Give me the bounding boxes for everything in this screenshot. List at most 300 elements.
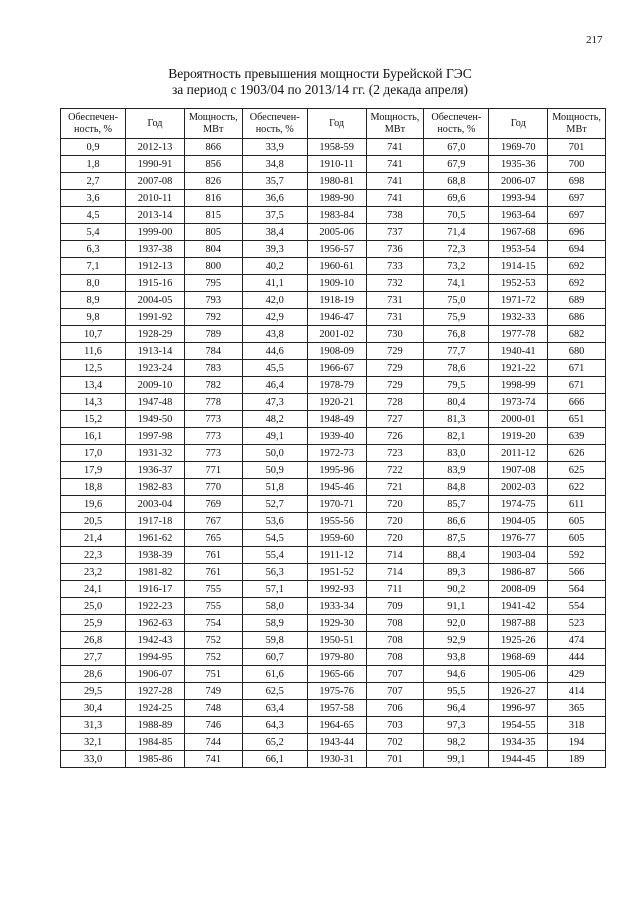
cell-year: 2007-08 [126,173,185,190]
cell-year: 2008-09 [489,581,548,598]
cell-year: 2004-05 [126,292,185,309]
cell-year: 2003-04 [126,496,185,513]
cell-power: 700 [548,156,606,173]
cell-probability: 74,1 [424,275,489,292]
cell-power: 611 [548,496,606,513]
cell-power: 444 [548,649,606,666]
cell-probability: 19,6 [61,496,126,513]
table-row [61,513,606,530]
cell-year: 1951-52 [307,564,366,581]
table-row [61,717,606,734]
cell-probability: 43,8 [242,326,307,343]
table-row [61,683,606,700]
cell-probability: 69,6 [424,190,489,207]
cell-probability: 55,4 [242,547,307,564]
cell-power: 746 [184,717,242,734]
title-line-2: за период с 1903/04 по 2013/14 гг. (2 декада апреля) [171,82,469,97]
cell-probability: 26,8 [61,632,126,649]
cell-year: 1971-72 [489,292,548,309]
cell-power: 692 [548,275,606,292]
cell-power: 789 [184,326,242,343]
header-power-2: Мощность, МВт [366,109,424,139]
cell-power: 720 [366,513,424,530]
cell-power: 741 [366,173,424,190]
page-number: 217 [586,34,603,46]
cell-probability: 64,3 [242,717,307,734]
cell-probability: 37,5 [242,207,307,224]
cell-year: 1936-37 [126,462,185,479]
cell-probability: 24,1 [61,581,126,598]
cell-probability: 50,9 [242,462,307,479]
cell-year: 1925-26 [489,632,548,649]
cell-year: 1976-77 [489,530,548,547]
cell-probability: 5,4 [61,224,126,241]
cell-probability: 87,5 [424,530,489,547]
cell-probability: 9,8 [61,309,126,326]
cell-probability: 13,4 [61,377,126,394]
cell-probability: 82,1 [424,428,489,445]
cell-year: 1992-93 [307,581,366,598]
cell-power: 714 [366,564,424,581]
cell-year: 1991-92 [126,309,185,326]
cell-power: 721 [366,479,424,496]
cell-probability: 92,0 [424,615,489,632]
cell-year: 1953-54 [489,241,548,258]
cell-power: 689 [548,292,606,309]
cell-year: 1952-53 [489,275,548,292]
cell-year: 1920-21 [307,394,366,411]
cell-power: 752 [184,632,242,649]
cell-year: 1934-35 [489,734,548,751]
cell-power: 429 [548,666,606,683]
cell-year: 1964-65 [307,717,366,734]
cell-power: 686 [548,309,606,326]
cell-probability: 8,9 [61,292,126,309]
cell-probability: 42,9 [242,309,307,326]
cell-power: 729 [366,360,424,377]
cell-year: 1966-67 [307,360,366,377]
cell-power: 697 [548,190,606,207]
cell-power: 701 [548,139,606,156]
cell-power: 736 [366,241,424,258]
cell-year: 1960-61 [307,258,366,275]
cell-year: 1972-73 [307,445,366,462]
cell-power: 770 [184,479,242,496]
cell-probability: 2,7 [61,173,126,190]
cell-probability: 42,0 [242,292,307,309]
page-title [0,66,640,98]
cell-probability: 59,8 [242,632,307,649]
cell-year: 1973-74 [489,394,548,411]
cell-probability: 6,3 [61,241,126,258]
cell-year: 1994-95 [126,649,185,666]
title-line-1: Вероятность превышения мощности Бурейской ГЭС [168,66,472,81]
cell-probability: 72,3 [424,241,489,258]
cell-power: 741 [366,156,424,173]
table-row [61,700,606,717]
cell-year: 1983-84 [307,207,366,224]
cell-probability: 34,8 [242,156,307,173]
cell-power: 707 [366,683,424,700]
cell-year: 1928-29 [126,326,185,343]
cell-probability: 98,2 [424,734,489,751]
cell-probability: 90,2 [424,581,489,598]
cell-year: 1917-18 [126,513,185,530]
cell-power: 625 [548,462,606,479]
cell-power: 707 [366,666,424,683]
cell-year: 1932-33 [489,309,548,326]
cell-power: 592 [548,547,606,564]
cell-probability: 23,2 [61,564,126,581]
cell-probability: 33,0 [61,751,126,768]
cell-power: 564 [548,581,606,598]
cell-power: 639 [548,428,606,445]
cell-probability: 30,4 [61,700,126,717]
cell-year: 1911-12 [307,547,366,564]
cell-year: 2002-03 [489,479,548,496]
cell-year: 1975-76 [307,683,366,700]
cell-probability: 91,1 [424,598,489,615]
cell-probability: 65,2 [242,734,307,751]
cell-power: 626 [548,445,606,462]
cell-power: 793 [184,292,242,309]
cell-year: 1949-50 [126,411,185,428]
cell-probability: 83,9 [424,462,489,479]
cell-year: 1908-09 [307,343,366,360]
table-row [61,241,606,258]
cell-power: 741 [366,190,424,207]
cell-power: 782 [184,377,242,394]
cell-year: 1990-91 [126,156,185,173]
cell-probability: 78,6 [424,360,489,377]
cell-power: 554 [548,598,606,615]
cell-probability: 83,0 [424,445,489,462]
cell-year: 1929-30 [307,615,366,632]
cell-probability: 95,5 [424,683,489,700]
cell-probability: 58,0 [242,598,307,615]
cell-year: 1923-24 [126,360,185,377]
cell-year: 1922-23 [126,598,185,615]
header-power-1: Мощность, МВт [184,109,242,139]
cell-year: 1965-66 [307,666,366,683]
cell-probability: 70,5 [424,207,489,224]
table-row [61,156,606,173]
cell-probability: 77,7 [424,343,489,360]
cell-probability: 31,3 [61,717,126,734]
cell-year: 1955-56 [307,513,366,530]
cell-probability: 28,6 [61,666,126,683]
table-row [61,547,606,564]
cell-probability: 85,7 [424,496,489,513]
cell-power: 189 [548,751,606,768]
cell-year: 2012-13 [126,139,185,156]
cell-year: 1977-78 [489,326,548,343]
cell-probability: 8,0 [61,275,126,292]
cell-power: 866 [184,139,242,156]
cell-probability: 3,6 [61,190,126,207]
cell-power: 754 [184,615,242,632]
cell-probability: 56,3 [242,564,307,581]
cell-probability: 89,3 [424,564,489,581]
cell-power: 708 [366,632,424,649]
cell-probability: 86,6 [424,513,489,530]
cell-year: 2011-12 [489,445,548,462]
table-row [61,581,606,598]
table-row [61,445,606,462]
table-row [61,394,606,411]
cell-year: 1931-32 [126,445,185,462]
cell-probability: 81,3 [424,411,489,428]
cell-probability: 45,5 [242,360,307,377]
cell-year: 1941-42 [489,598,548,615]
header-probability-1: Обеспечен-ность, % [61,109,126,139]
cell-probability: 99,1 [424,751,489,768]
cell-year: 1993-94 [489,190,548,207]
cell-year: 1918-19 [307,292,366,309]
cell-year: 1950-51 [307,632,366,649]
cell-probability: 32,1 [61,734,126,751]
cell-probability: 21,4 [61,530,126,547]
table-row [61,411,606,428]
cell-power: 727 [366,411,424,428]
cell-probability: 67,9 [424,156,489,173]
cell-year: 1940-41 [489,343,548,360]
cell-year: 1914-15 [489,258,548,275]
cell-power: 723 [366,445,424,462]
cell-power: 761 [184,547,242,564]
cell-year: 1944-45 [489,751,548,768]
cell-power: 682 [548,326,606,343]
cell-year: 1958-59 [307,139,366,156]
cell-probability: 54,5 [242,530,307,547]
cell-probability: 22,3 [61,547,126,564]
cell-probability: 17,9 [61,462,126,479]
cell-year: 1962-63 [126,615,185,632]
cell-probability: 0,9 [61,139,126,156]
cell-power: 755 [184,581,242,598]
cell-power: 741 [366,139,424,156]
cell-power: 702 [366,734,424,751]
cell-year: 1903-04 [489,547,548,564]
cell-year: 1985-86 [126,751,185,768]
cell-power: 773 [184,411,242,428]
table-row [61,343,606,360]
table-row [61,292,606,309]
cell-power: 752 [184,649,242,666]
cell-power: 805 [184,224,242,241]
cell-power: 728 [366,394,424,411]
cell-probability: 63,4 [242,700,307,717]
cell-probability: 25,0 [61,598,126,615]
cell-year: 2001-02 [307,326,366,343]
cell-year: 1937-38 [126,241,185,258]
cell-power: 680 [548,343,606,360]
cell-power: 711 [366,581,424,598]
cell-power: 751 [184,666,242,683]
cell-year: 1974-75 [489,496,548,513]
cell-power: 729 [366,377,424,394]
cell-probability: 14,3 [61,394,126,411]
cell-year: 1961-62 [126,530,185,547]
header-power-3: Мощность, МВт [548,109,606,139]
cell-power: 749 [184,683,242,700]
cell-power: 767 [184,513,242,530]
cell-year: 1981-82 [126,564,185,581]
cell-power: 733 [366,258,424,275]
cell-year: 1984-85 [126,734,185,751]
cell-power: 737 [366,224,424,241]
cell-year: 1913-14 [126,343,185,360]
cell-year: 2005-06 [307,224,366,241]
cell-year: 1942-43 [126,632,185,649]
cell-power: 826 [184,173,242,190]
cell-power: 815 [184,207,242,224]
cell-year: 1997-98 [126,428,185,445]
cell-power: 771 [184,462,242,479]
cell-power: 755 [184,598,242,615]
table-row [61,666,606,683]
cell-probability: 33,9 [242,139,307,156]
cell-year: 2010-11 [126,190,185,207]
cell-probability: 40,2 [242,258,307,275]
table-row [61,309,606,326]
cell-power: 816 [184,190,242,207]
cell-probability: 53,6 [242,513,307,530]
cell-power: 769 [184,496,242,513]
cell-power: 726 [366,428,424,445]
cell-year: 1959-60 [307,530,366,547]
cell-power: 692 [548,258,606,275]
cell-probability: 88,4 [424,547,489,564]
cell-year: 1930-31 [307,751,366,768]
cell-probability: 84,8 [424,479,489,496]
cell-probability: 66,1 [242,751,307,768]
cell-probability: 48,2 [242,411,307,428]
table-row [61,496,606,513]
cell-power: 800 [184,258,242,275]
cell-year: 1933-34 [307,598,366,615]
cell-probability: 1,8 [61,156,126,173]
cell-power: 720 [366,496,424,513]
cell-year: 1999-00 [126,224,185,241]
cell-power: 651 [548,411,606,428]
cell-power: 698 [548,173,606,190]
cell-probability: 73,2 [424,258,489,275]
table-body [61,139,606,768]
cell-probability: 62,5 [242,683,307,700]
table-row [61,360,606,377]
cell-probability: 96,4 [424,700,489,717]
cell-year: 1919-20 [489,428,548,445]
table-row [61,564,606,581]
table-row [61,734,606,751]
cell-year: 1996-97 [489,700,548,717]
cell-power: 773 [184,428,242,445]
cell-probability: 97,3 [424,717,489,734]
cell-power: 694 [548,241,606,258]
cell-power: 697 [548,207,606,224]
cell-year: 1910-11 [307,156,366,173]
cell-power: 748 [184,700,242,717]
cell-probability: 92,9 [424,632,489,649]
cell-power: 722 [366,462,424,479]
cell-year: 1980-81 [307,173,366,190]
cell-year: 1956-57 [307,241,366,258]
cell-probability: 61,6 [242,666,307,683]
cell-power: 709 [366,598,424,615]
cell-probability: 93,8 [424,649,489,666]
cell-year: 1963-64 [489,207,548,224]
cell-power: 720 [366,530,424,547]
cell-year: 1982-83 [126,479,185,496]
cell-power: 732 [366,275,424,292]
cell-year: 1998-99 [489,377,548,394]
cell-year: 1938-39 [126,547,185,564]
cell-power: 784 [184,343,242,360]
cell-probability: 94,6 [424,666,489,683]
table-row [61,190,606,207]
cell-power: 605 [548,530,606,547]
cell-year: 1907-08 [489,462,548,479]
table-row [61,139,606,156]
cell-probability: 67,0 [424,139,489,156]
cell-probability: 52,7 [242,496,307,513]
cell-probability: 27,7 [61,649,126,666]
cell-probability: 25,9 [61,615,126,632]
cell-probability: 35,7 [242,173,307,190]
header-year-2: Год [307,109,366,139]
cell-power: 666 [548,394,606,411]
cell-power: 744 [184,734,242,751]
cell-year: 1906-07 [126,666,185,683]
cell-probability: 79,5 [424,377,489,394]
probability-table [60,108,606,768]
cell-power: 701 [366,751,424,768]
table-row [61,326,606,343]
cell-power: 708 [366,649,424,666]
cell-probability: 46,4 [242,377,307,394]
cell-power: 714 [366,547,424,564]
table-row [61,751,606,768]
table-header-row [61,109,606,139]
cell-year: 1947-48 [126,394,185,411]
cell-probability: 57,1 [242,581,307,598]
cell-probability: 49,1 [242,428,307,445]
cell-power: 566 [548,564,606,581]
cell-year: 1927-28 [126,683,185,700]
cell-probability: 16,1 [61,428,126,445]
header-year-3: Год [489,109,548,139]
cell-probability: 58,9 [242,615,307,632]
cell-probability: 17,0 [61,445,126,462]
cell-year: 1954-55 [489,717,548,734]
cell-year: 1948-49 [307,411,366,428]
cell-power: 765 [184,530,242,547]
cell-power: 738 [366,207,424,224]
table-row [61,615,606,632]
cell-probability: 18,8 [61,479,126,496]
cell-year: 1915-16 [126,275,185,292]
cell-power: 703 [366,717,424,734]
cell-power: 778 [184,394,242,411]
cell-year: 1946-47 [307,309,366,326]
cell-year: 2006-07 [489,173,548,190]
cell-probability: 29,5 [61,683,126,700]
cell-year: 2009-10 [126,377,185,394]
cell-probability: 7,1 [61,258,126,275]
table-row [61,377,606,394]
cell-probability: 44,6 [242,343,307,360]
